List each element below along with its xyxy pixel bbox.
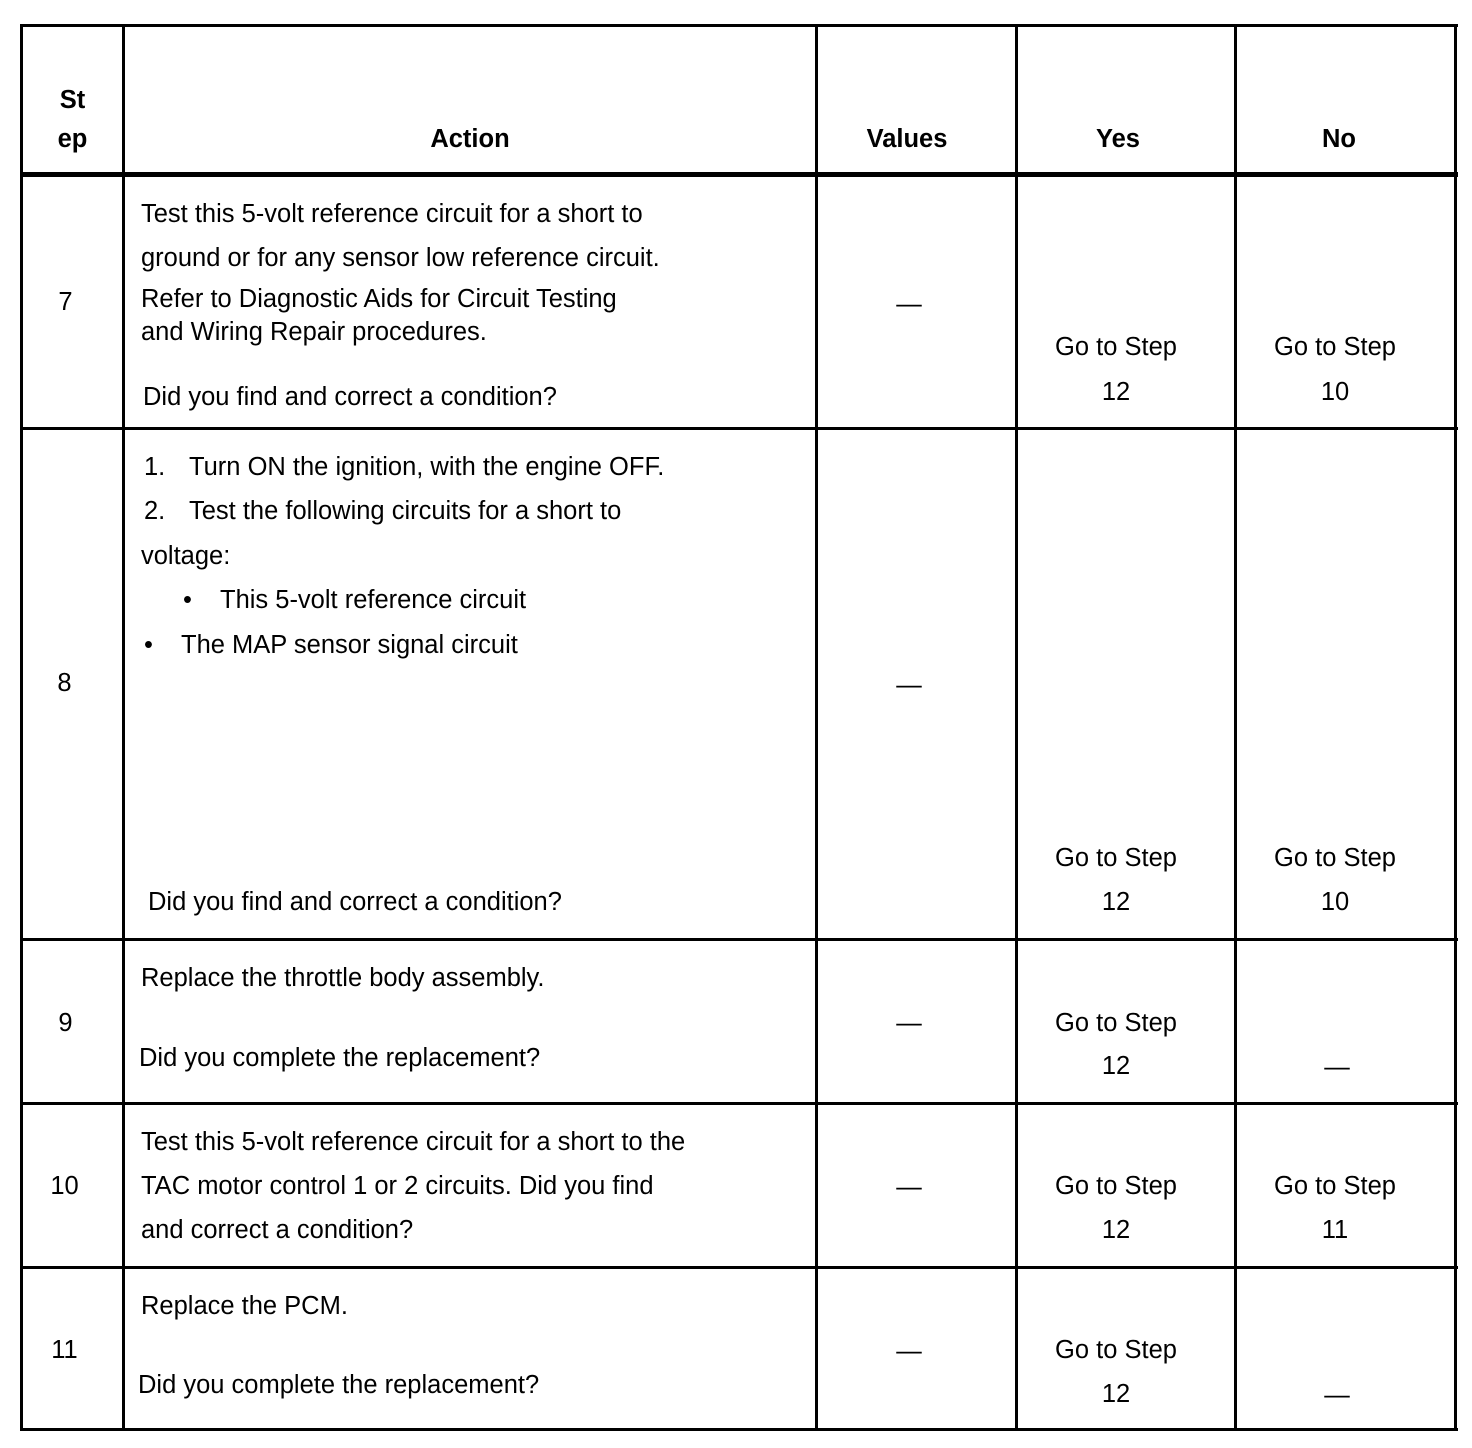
action-text: Test the following circuits for a short to <box>189 497 622 525</box>
action-text: TAC motor control 1 or 2 circuits. Did you find <box>141 1172 654 1200</box>
yes-step: 12 <box>1101 1052 1131 1080</box>
bullet-icon: • <box>144 631 153 659</box>
values-dash: — <box>896 290 922 318</box>
yes-goto: Go to Step <box>1055 1009 1177 1037</box>
table-border-right <box>1454 24 1457 1431</box>
table-border-left <box>20 24 23 1431</box>
bullet-icon: • <box>183 586 192 614</box>
no-step: 11 <box>1321 1216 1349 1244</box>
header-step-line1: St <box>59 86 86 114</box>
no-goto: Go to Step <box>1274 333 1396 361</box>
values-dash: — <box>896 1173 922 1201</box>
no-step: 10 <box>1320 888 1350 916</box>
action-text: ground or for any sensor low reference circuit. <box>141 244 660 272</box>
step-number: 11 <box>51 1336 78 1364</box>
no-goto: Go to Step <box>1274 1172 1396 1200</box>
no-dash: — <box>1324 1381 1350 1409</box>
action-text: The MAP sensor signal circuit <box>181 631 518 659</box>
values-dash: — <box>896 1009 922 1037</box>
header-no: No <box>1322 125 1356 153</box>
list-number: 1. <box>144 453 166 481</box>
values-dash: — <box>896 1337 922 1365</box>
action-text: Refer to Diagnostic Aids for Circuit Testing <box>141 285 617 313</box>
action-text: Turn ON the ignition, with the engine OFF. <box>189 453 665 481</box>
action-text: Replace the PCM. <box>141 1292 348 1320</box>
step-number: 8 <box>57 669 72 697</box>
step-number: 7 <box>58 288 73 316</box>
column-divider <box>122 24 125 1431</box>
header-yes: Yes <box>1096 125 1140 153</box>
no-step: 10 <box>1320 378 1350 406</box>
row-divider <box>20 1102 1458 1105</box>
yes-goto: Go to Step <box>1055 844 1177 872</box>
yes-goto: Go to Step <box>1055 1336 1177 1364</box>
step-number: 10 <box>50 1172 79 1200</box>
row-divider <box>20 938 1458 941</box>
yes-goto: Go to Step <box>1055 333 1177 361</box>
no-dash: — <box>1324 1053 1350 1081</box>
header-values: Values <box>866 125 948 153</box>
action-question: Did you complete the replacement? <box>138 1371 540 1399</box>
action-text: and correct a condition? <box>141 1216 414 1244</box>
table-border-top <box>20 24 1458 27</box>
action-question: Did you complete the replacement? <box>139 1044 541 1072</box>
list-number: 2. <box>144 497 166 525</box>
row-divider <box>20 1266 1458 1269</box>
row-divider <box>20 427 1458 430</box>
step-number: 9 <box>58 1009 73 1037</box>
column-divider <box>815 24 818 1431</box>
action-text: Test this 5-volt reference circuit for a short to <box>141 200 643 228</box>
yes-step: 12 <box>1101 1380 1131 1408</box>
header-action: Action <box>430 125 510 153</box>
action-text: voltage: <box>141 542 231 570</box>
action-text: Replace the throttle body assembly. <box>141 964 545 992</box>
action-text: This 5-volt reference circuit <box>220 586 527 614</box>
no-goto: Go to Step <box>1274 844 1396 872</box>
values-dash: — <box>896 671 922 699</box>
action-text: Test this 5-volt reference circuit for a short to the <box>141 1128 686 1156</box>
yes-step: 12 <box>1101 1216 1131 1244</box>
table-border-bottom <box>20 1428 1458 1431</box>
header-step-line2: ep <box>57 125 88 153</box>
action-question: Did you find and correct a condition? <box>143 383 557 411</box>
yes-step: 12 <box>1101 888 1131 916</box>
action-text: and Wiring Repair procedures. <box>141 318 487 346</box>
yes-step: 12 <box>1101 378 1131 406</box>
header-divider <box>20 172 1458 177</box>
action-question: Did you find and correct a condition? <box>148 888 562 916</box>
yes-goto: Go to Step <box>1055 1172 1177 1200</box>
